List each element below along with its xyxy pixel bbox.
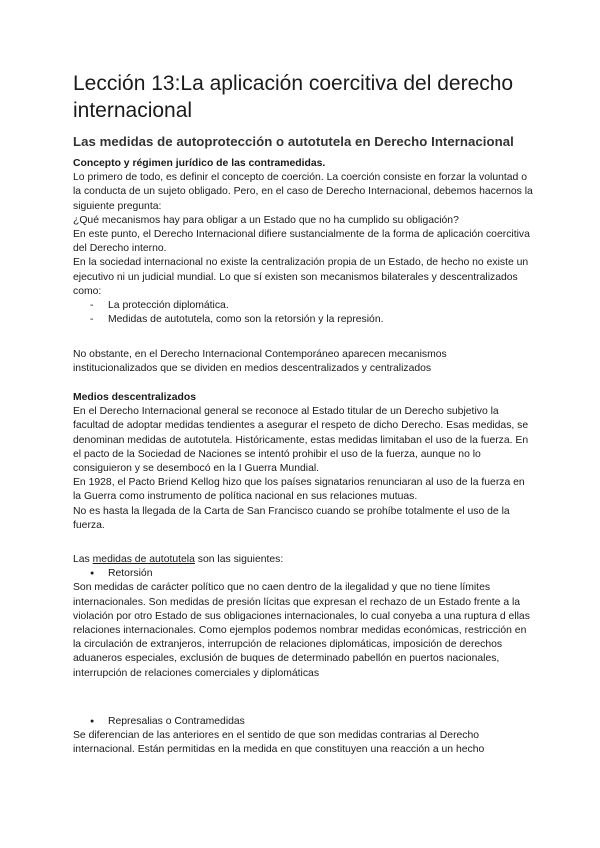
paragraph: ¿Qué mecanismos hay para obligar a un Estado que no ha cumplido su obligación?: [73, 214, 459, 226]
section-medidas-autotutela: [73, 553, 533, 681]
section-subtitle: Las medidas de autoprotección o autotutela en Derecho Internacional: [73, 134, 514, 149]
list-item-represalias: ● Represalias o Contramedidas: [73, 715, 533, 729]
bullet-list: [73, 715, 533, 729]
paragraph: En este punto, el Derecho Internacional difiere sustancialmente de la forma de aplicación coercitiva del Derecho interno.: [73, 229, 530, 255]
list-item: - Medidas de autotutela, como son la retorsión y la represión.: [73, 313, 533, 327]
list-item: - La protección diplomática.: [73, 299, 533, 313]
paragraph: Lo primero de todo, es definir el concepto de coerción. La coerción consiste en forzar la voluntad o la conducta de un sujeto obligado. Pero, en el caso de Derecho Internacional, debemos hacernos la siguiente pregunta:: [73, 172, 533, 212]
dash-list: [73, 299, 533, 327]
bullet-list: [73, 567, 533, 581]
intro-text: son las siguientes:: [194, 554, 284, 565]
paragraph: No obstante, en el Derecho Internacional Contemporáneo aparecen mecanismos institucionalizados que se dividen en medios descentralizados y centralizados: [73, 349, 447, 375]
section-represalias: [73, 715, 533, 758]
list-item-retorsion: ● Retorsión: [73, 567, 533, 581]
intro-text: Las: [73, 554, 93, 565]
paragraph: Son medidas de carácter político que no caen dentro de la ilegalidad y que no tiene límites internacionales. Son medidas de presión lícitas que expresan el rechazo de un Estado frente a la violación por otro Estado de sus obligaciones internacionales, lo cual conyeba a una ruptura d ellas relaciones internacionales. Como ejemplos podemos nombrar medidas económicas, restricción en la circulación de extranjeros, interrupción de relaciones diplomáticas, imposición de derechos aduaneros especiales, exclusión de buques de determinado pabellón en puertos nacionales, interrupción de relaciones comerciales y diplomáticas: [73, 582, 530, 679]
section-medios-descentralizados: [73, 391, 533, 533]
paragraph: En el Derecho Internacional general se reconoce al Estado titular de un Derecho subjetivo la facultad de adoptar medidas tendientes a asegurar el respeto de dicho Derecho. Esas medidas, se denominan medidas de autotutela. Históricamente, estas medidas limitaban el uso de la fuerza. En el pacto de la Sociedad de Naciones se intentó prohibir el uso de la fuerza, aunque no lo consiguieron y se desembocó en la I Guerra Mundial.: [73, 406, 529, 475]
section-heading: Concepto y régimen jurídico de las contramedidas.: [73, 158, 326, 169]
page-title: Lección 13:La aplicación coercitiva del derecho internacional: [73, 72, 514, 122]
paragraph: En la sociedad internacional no existe la centralización propia de un Estado, de hecho no existe un ejecutivo ni un judicial mundial. Lo que sí existen son mecanismos bilaterales y descentralizados como:: [73, 257, 529, 297]
paragraph: En 1928, el Pacto Briend Kellog hizo que los países signatarios renunciaran al uso de la fuerza en la Guerra como instrumento de política nacional en sus relaciones mutuas.: [73, 477, 525, 503]
paragraph-block: [73, 348, 533, 376]
underlined-term: medidas de autotutela: [92, 554, 195, 565]
section-contramedidas: [73, 157, 533, 327]
paragraph: Se diferencian de las anteriores en el sentido de que son medidas contrarias al Derecho internacional. Están permitidas en la medida en que constituyen una reacción a un hecho: [73, 730, 485, 756]
paragraph: No es hasta la llegada de la Carta de San Francisco cuando se prohíbe totalmente el uso de la fuerza.: [73, 505, 510, 531]
section-heading: Medios descentralizados: [73, 392, 196, 403]
paragraph-intro: [73, 553, 533, 567]
